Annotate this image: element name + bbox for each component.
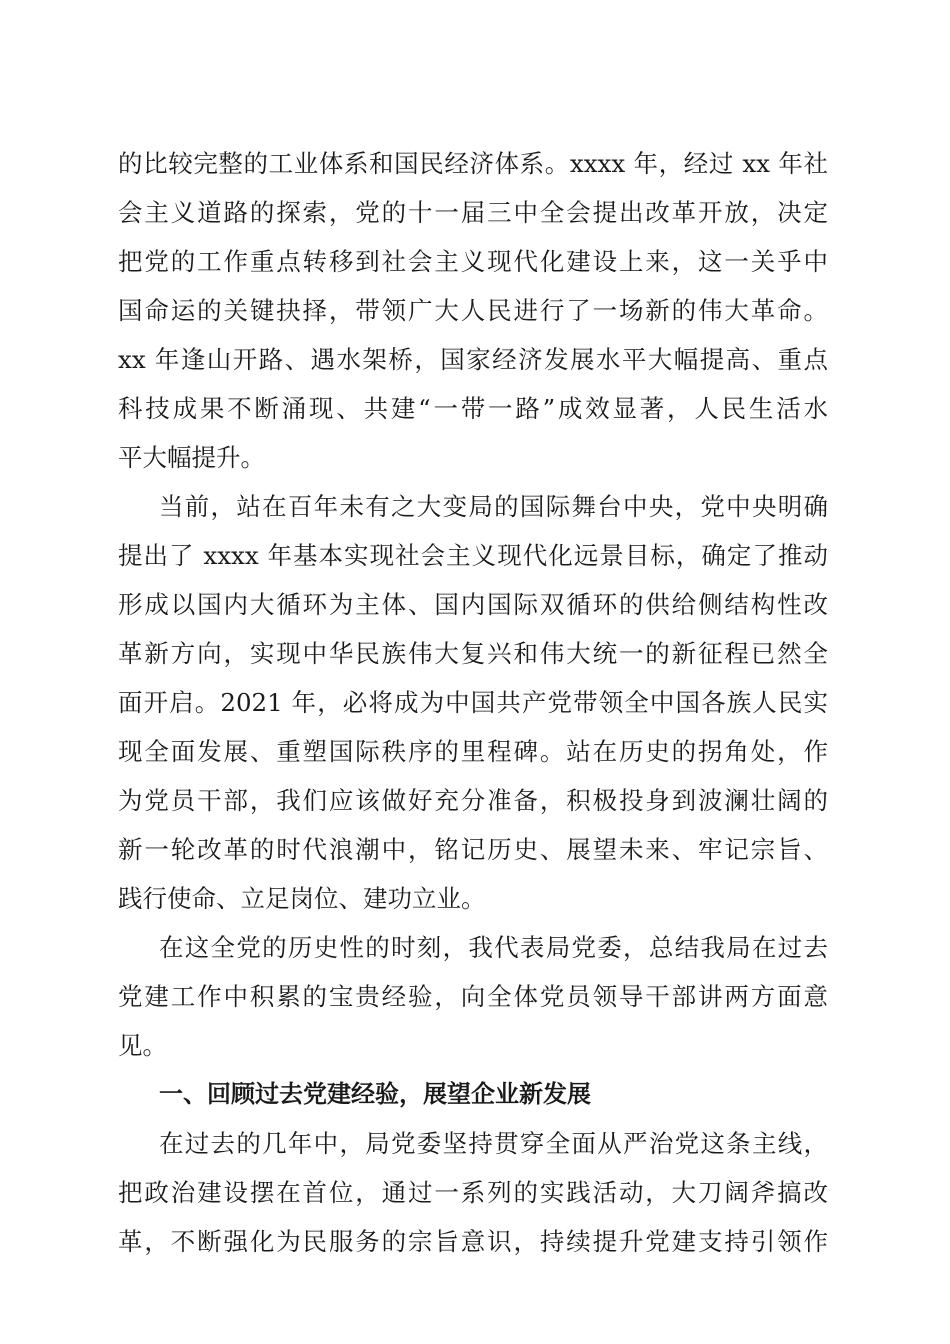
text-line: 提出了 xxxx 年基本实现社会主义现代化远景目标，确定了推动 — [118, 541, 828, 570]
text-line: 党建工作中积累的宝贵经验，向全体党员领导干部讲两方面意 — [118, 982, 828, 1011]
text-line: 革新方向，实现中华民族伟大复兴和伟大统一的新征程已然全 — [118, 639, 828, 668]
text-line: 面开启。2021 年，必将成为中国共产党带领全中国各族人民实 — [118, 688, 828, 717]
text-line: 平大幅提升。 — [118, 443, 265, 472]
text-line: 的比较完整的工业体系和国民经济体系。xxxx 年，经过 xx 年社 — [118, 149, 828, 178]
section-heading: 一、回顾过去党建经验，展望企业新发展 — [159, 1080, 591, 1108]
document-body — [118, 139, 828, 1266]
text-line: 革，不断强化为民服务的宗旨意识，持续提升党建支持引领作 — [118, 1227, 828, 1256]
text-line: 形成以国内大循环为主体、国内国际双循环的供给侧结构性改 — [118, 590, 828, 619]
text-line: 现全面发展、重塑国际秩序的里程碑。站在历史的拐角处，作 — [118, 737, 828, 766]
text-line: 为党员干部，我们应该做好充分准备，积极投身到波澜壮阔的 — [118, 786, 828, 815]
text-line: 把党的工作重点转移到社会主义现代化建设上来，这一关乎中 — [118, 247, 828, 276]
text-line: 在这全党的历史性的时刻，我代表局党委，总结我局在过去 — [159, 933, 828, 962]
text-line: 见。 — [118, 1031, 167, 1060]
text-line: 新一轮改革的时代浪潮中，铭记历史、展望未来、牢记宗旨、 — [118, 835, 828, 864]
text-line: 会主义道路的探索，党的十一届三中全会提出改革开放，决定 — [118, 198, 828, 227]
text-line: 把政治建设摆在首位，通过一系列的实践活动，大刀阔斧搞改 — [118, 1178, 828, 1207]
text-line: 科技成果不断涌现、共建“一带一路”成效显著，人民生活水 — [118, 394, 828, 423]
text-line: xx 年逢山开路、遇水架桥，国家经济发展水平大幅提高、重点 — [118, 345, 828, 374]
text-line: 在过去的几年中，局党委坚持贯穿全面从严治党这条主线， — [159, 1129, 828, 1158]
text-line: 国命运的关键抉择，带领广大人民进行了一场新的伟大革命。 — [118, 296, 828, 325]
text-line: 践行使命、立足岗位、建功立业。 — [118, 884, 486, 913]
text-line: 当前，站在百年未有之大变局的国际舞台中央，党中央明确 — [159, 492, 828, 521]
